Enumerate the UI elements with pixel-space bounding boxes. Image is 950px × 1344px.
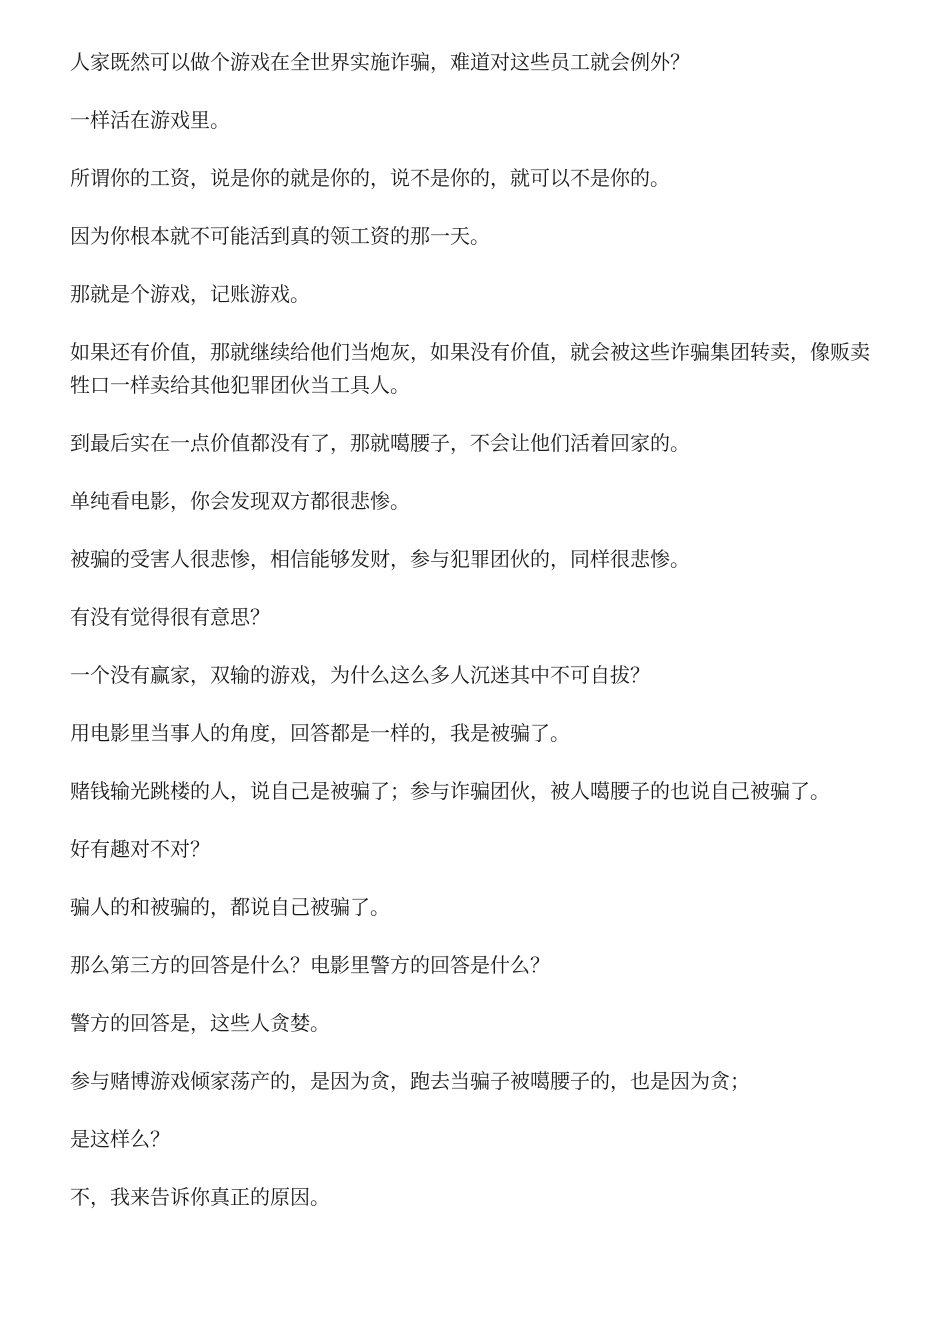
paragraph: 是这样么？ bbox=[70, 1127, 170, 1151]
paragraph: 那就是个游戏，记账游戏。 bbox=[70, 282, 310, 306]
paragraph: 到最后实在一点价值都没有了，那就噶腰子，不会让他们活着回家的。 bbox=[70, 431, 690, 455]
paragraph: 参与赌博游戏倾家荡产的，是因为贪，跑去当骗子被噶腰子的，也是因为贪； bbox=[70, 1069, 750, 1093]
paragraph: 被骗的受害人很悲惨，相信能够发财，参与犯罪团伙的，同样很悲惨。 bbox=[70, 547, 690, 571]
paragraph: 人家既然可以做个游戏在全世界实施诈骗，难道对这些员工就会例外？ bbox=[70, 50, 690, 74]
paragraph: 一样活在游戏里。 bbox=[70, 108, 230, 132]
paragraph: 所谓你的工资，说是你的就是你的，说不是你的，就可以不是你的。 bbox=[70, 166, 670, 190]
paragraph: 骗人的和被骗的，都说自己被骗了。 bbox=[70, 895, 390, 919]
paragraph: 如果还有价值，那就继续给他们当炮灰，如果没有价值，就会被这些诈骗集团转卖，像贩卖牲口一样卖给其他犯罪团伙当工具人。 bbox=[70, 340, 870, 397]
paragraph: 那么第三方的回答是什么？电影里警方的回答是什么？ bbox=[70, 953, 550, 977]
paragraph: 因为你根本就不可能活到真的领工资的那一天。 bbox=[70, 224, 490, 248]
paragraph: 用电影里当事人的角度，回答都是一样的，我是被骗了。 bbox=[70, 721, 570, 745]
paragraph: 赌钱输光跳楼的人，说自己是被骗了；参与诈骗团伙，被人噶腰子的也说自己被骗了。 bbox=[70, 779, 830, 803]
paragraph: 好有趣对不对？ bbox=[70, 837, 210, 861]
paragraph: 不，我来告诉你真正的原因。 bbox=[70, 1185, 330, 1209]
paragraph: 一个没有赢家，双输的游戏，为什么这么多人沉迷其中不可自拔？ bbox=[70, 663, 650, 687]
paragraph: 警方的回答是，这些人贪婪。 bbox=[70, 1011, 330, 1035]
paragraph: 单纯看电影，你会发现双方都很悲惨。 bbox=[70, 489, 410, 513]
paragraph: 有没有觉得很有意思？ bbox=[70, 605, 270, 629]
article-body bbox=[70, 46, 882, 1239]
